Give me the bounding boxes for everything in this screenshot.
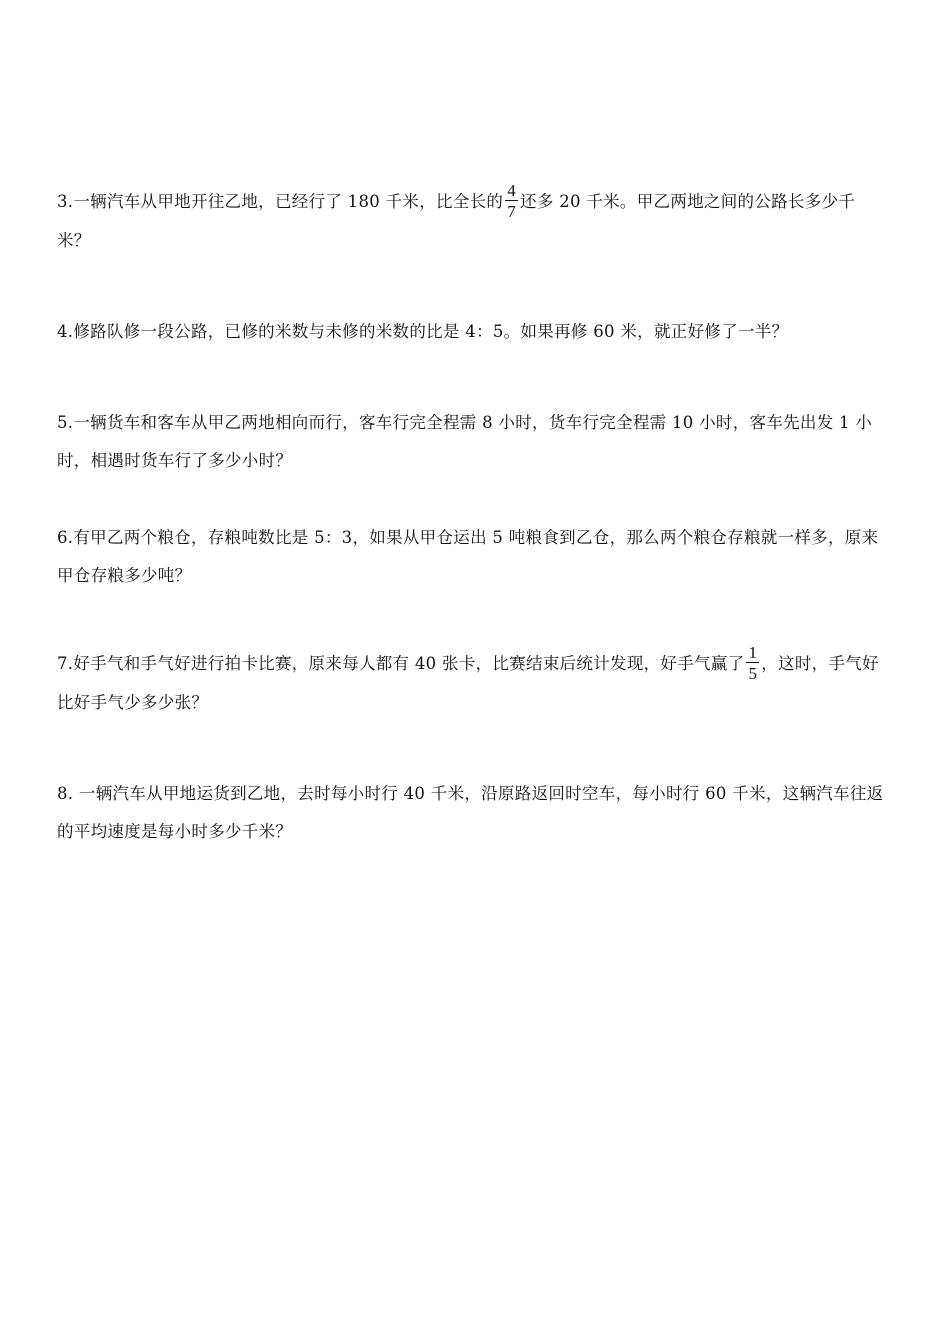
fraction-numerator: 4 <box>507 180 517 200</box>
problem-6-text: 6.有甲乙两个粮仓，存粮吨数比是 5：3，如果从甲仓运出 5 吨粮食到乙仓，那么两个粮仓存粮就一样多，原来甲仓存粮多少吨？ <box>57 528 879 585</box>
fraction-denominator: 7 <box>507 201 517 221</box>
problem-8-text: 8. 一辆汽车从甲地运货到乙地，去时每小时行 40 千米，沿原路返回时空车，每小时行 60 千米，这辆汽车往返的平均速度是每小时多少千米？ <box>57 784 884 841</box>
problem-6 <box>57 519 887 595</box>
problem-7-text-after: ，这时，手气好比好手气少多少张？ <box>57 654 879 712</box>
problem-7 <box>57 642 887 722</box>
problem-3-text-before: 3.一辆汽车从甲地开往乙地，已经行了 180 千米，比全长的 <box>57 192 504 211</box>
fraction-denominator: 5 <box>748 663 758 683</box>
fraction-4-7 <box>505 182 518 220</box>
problem-4-text: 4.修路队修一段公路，已修的米数与未修的米数的比是 4：5。如果再修 60 米，就正好修了一半？ <box>57 322 789 341</box>
fraction-numerator: 1 <box>748 642 758 662</box>
problem-8 <box>57 775 887 851</box>
problem-5 <box>57 404 887 480</box>
problem-4 <box>57 313 887 351</box>
problem-5-text: 5.一辆货车和客车从甲乙两地相向而行，客车行完全程需 8 小时，货车行完全程需 10 小时，客车先出发 1 小时，相遇时货车行了多少小时？ <box>57 413 873 470</box>
problem-3-text-after: 还多 20 千米。甲乙两地之间的公路长多少千米？ <box>57 192 856 250</box>
problem-3 <box>57 180 887 260</box>
problem-7-text-before: 7.好手气和手气好进行拍卡比赛，原来每人都有 40 张卡，比赛结束后统计发现，好手气赢了 <box>57 654 745 673</box>
fraction-1-5 <box>746 644 759 682</box>
